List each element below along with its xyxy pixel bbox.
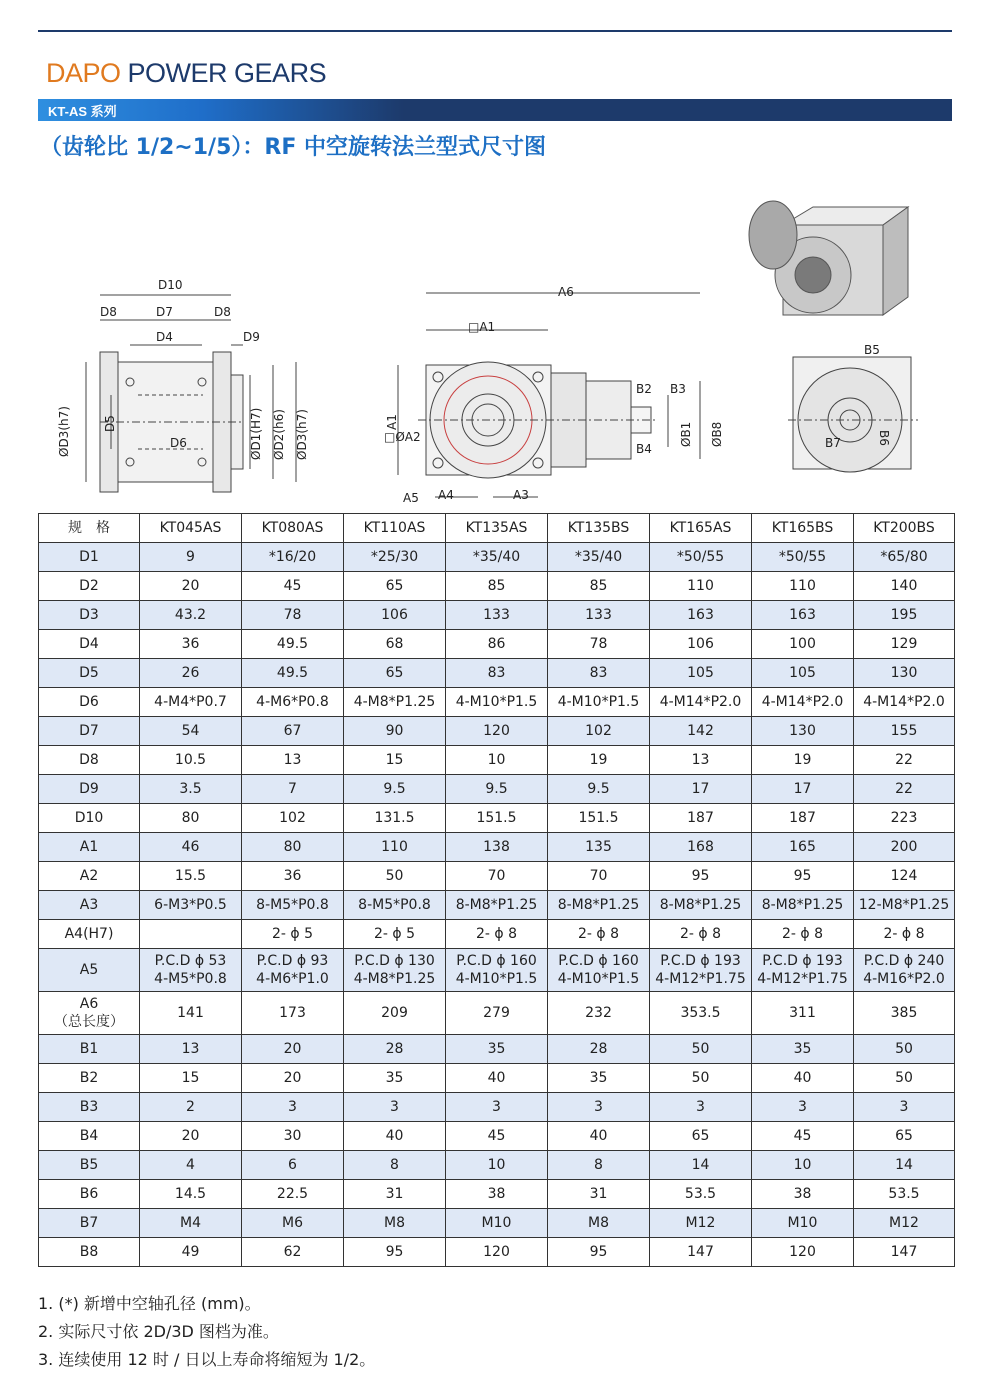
table-cell: *50/55 bbox=[752, 543, 854, 572]
table-cell: 4-M10*P1.5 bbox=[548, 688, 650, 717]
table-cell: 100 bbox=[752, 630, 854, 659]
table-cell: 163 bbox=[650, 601, 752, 630]
table-cell: 4-M8*P1.25 bbox=[344, 688, 446, 717]
table-cell: 165 bbox=[752, 833, 854, 862]
table-cell: 223 bbox=[854, 804, 955, 833]
label-d8-right: D8 bbox=[214, 305, 231, 319]
table-row bbox=[39, 1122, 955, 1151]
table-cell: 22.5 bbox=[242, 1180, 344, 1209]
label-b5: B5 bbox=[864, 343, 880, 357]
table-row bbox=[39, 630, 955, 659]
table-cell: 3 bbox=[752, 1093, 854, 1122]
table-cell: 17 bbox=[650, 775, 752, 804]
table-cell: 90 bbox=[344, 717, 446, 746]
table-cell: 38 bbox=[446, 1180, 548, 1209]
table-cell: 133 bbox=[548, 601, 650, 630]
table-cell: 8-M8*P1.25 bbox=[446, 891, 548, 920]
table-cell: 20 bbox=[242, 1035, 344, 1064]
table-cell: 50 bbox=[854, 1035, 955, 1064]
table-cell: 35 bbox=[548, 1064, 650, 1093]
table-cell: 70 bbox=[446, 862, 548, 891]
brand-part-1: DAPO bbox=[46, 58, 121, 88]
table-cell: 8-M8*P1.25 bbox=[752, 891, 854, 920]
table-cell: 3 bbox=[854, 1093, 955, 1122]
table-cell: 2- ϕ 8 bbox=[446, 920, 548, 949]
table-cell: 85 bbox=[446, 572, 548, 601]
table-cell: 49.5 bbox=[242, 630, 344, 659]
table-cell: 78 bbox=[242, 601, 344, 630]
table-cell: M10 bbox=[446, 1209, 548, 1238]
table-cell: 8 bbox=[548, 1151, 650, 1180]
row-label: B8 bbox=[39, 1238, 140, 1267]
table-header-model: KT110AS bbox=[344, 514, 446, 543]
table-header-model: KT135AS bbox=[446, 514, 548, 543]
table-cell: 106 bbox=[650, 630, 752, 659]
table-cell: 35 bbox=[752, 1035, 854, 1064]
table-cell: 232 bbox=[548, 992, 650, 1035]
table-cell bbox=[140, 920, 242, 949]
table-cell: *25/30 bbox=[344, 543, 446, 572]
table-cell: 40 bbox=[752, 1064, 854, 1093]
table-row bbox=[39, 804, 955, 833]
table-cell: 22 bbox=[854, 746, 955, 775]
notes bbox=[38, 1290, 375, 1374]
table-cell: 6-M3*P0.5 bbox=[140, 891, 242, 920]
label-d1: ØD1(H7) bbox=[249, 407, 263, 460]
note-2: 2. 实际尺寸依 2D/3D 图档为准。 bbox=[38, 1322, 279, 1341]
row-label: A3 bbox=[39, 891, 140, 920]
table-cell: 2- ϕ 5 bbox=[344, 920, 446, 949]
table-cell: 4 bbox=[140, 1151, 242, 1180]
table-cell: 85 bbox=[548, 572, 650, 601]
table-header-model: KT165BS bbox=[752, 514, 854, 543]
table-cell: M4 bbox=[140, 1209, 242, 1238]
table-cell: 31 bbox=[344, 1180, 446, 1209]
label-d5: D5 bbox=[103, 415, 117, 432]
row-label: A1 bbox=[39, 833, 140, 862]
row-label: D4 bbox=[39, 630, 140, 659]
table-cell: 40 bbox=[548, 1122, 650, 1151]
table-cell: 3 bbox=[650, 1093, 752, 1122]
table-cell: 20 bbox=[140, 572, 242, 601]
table-cell: 50 bbox=[650, 1064, 752, 1093]
table-row bbox=[39, 601, 955, 630]
table-cell: 8-M5*P0.8 bbox=[344, 891, 446, 920]
label-a2: □ØA2 bbox=[384, 430, 421, 444]
table-cell: 187 bbox=[650, 804, 752, 833]
label-d3-left: ØD3(h7) bbox=[57, 406, 71, 457]
table-cell: 13 bbox=[140, 1035, 242, 1064]
table-cell: 17 bbox=[752, 775, 854, 804]
row-label: D1 bbox=[39, 543, 140, 572]
front-view-drawing bbox=[398, 293, 700, 497]
label-a4: A4 bbox=[438, 488, 454, 502]
label-a6: A6 bbox=[558, 285, 574, 299]
table-cell: 8 bbox=[344, 1151, 446, 1180]
label-b1: ØB1 bbox=[679, 421, 693, 447]
table-cell: 120 bbox=[446, 1238, 548, 1267]
table-cell: 14 bbox=[650, 1151, 752, 1180]
table-cell: 95 bbox=[548, 1238, 650, 1267]
table-cell: P.C.D ϕ 193 4-M12*P1.75 bbox=[650, 949, 752, 992]
table-cell: 65 bbox=[344, 659, 446, 688]
table-cell: 35 bbox=[446, 1035, 548, 1064]
table-cell: 40 bbox=[344, 1122, 446, 1151]
table-row bbox=[39, 543, 955, 572]
table-row bbox=[39, 1151, 955, 1180]
series-label: KT-AS 系列 bbox=[48, 104, 117, 119]
table-cell: 19 bbox=[548, 746, 650, 775]
table-cell: 19 bbox=[752, 746, 854, 775]
row-label: D6 bbox=[39, 688, 140, 717]
table-cell: *35/40 bbox=[548, 543, 650, 572]
table-cell: 3 bbox=[242, 1093, 344, 1122]
table-row bbox=[39, 1093, 955, 1122]
label-d4: D4 bbox=[156, 330, 173, 344]
label-d10: D10 bbox=[158, 278, 183, 292]
table-cell: 187 bbox=[752, 804, 854, 833]
table-cell: 2 bbox=[140, 1093, 242, 1122]
table-cell: 105 bbox=[752, 659, 854, 688]
row-label: B5 bbox=[39, 1151, 140, 1180]
table-cell: 151.5 bbox=[548, 804, 650, 833]
table-cell: 83 bbox=[548, 659, 650, 688]
table-cell: 3.5 bbox=[140, 775, 242, 804]
table-cell: 163 bbox=[752, 601, 854, 630]
dimension-table bbox=[38, 513, 955, 1267]
label-b8: ØB8 bbox=[710, 421, 724, 447]
table-cell: P.C.D ϕ 160 4-M10*P1.5 bbox=[446, 949, 548, 992]
table-cell: 31 bbox=[548, 1180, 650, 1209]
table-cell: 46 bbox=[140, 833, 242, 862]
table-cell: 86 bbox=[446, 630, 548, 659]
table-cell: 15 bbox=[140, 1064, 242, 1093]
table-cell: 10 bbox=[446, 1151, 548, 1180]
table-cell: 2- ϕ 8 bbox=[752, 920, 854, 949]
table-cell: 147 bbox=[650, 1238, 752, 1267]
table-row bbox=[39, 659, 955, 688]
table-row bbox=[39, 833, 955, 862]
table-cell: 53.5 bbox=[650, 1180, 752, 1209]
table-cell: 131.5 bbox=[344, 804, 446, 833]
end-view-drawing bbox=[788, 357, 918, 472]
table-cell: 120 bbox=[752, 1238, 854, 1267]
table-row bbox=[39, 1209, 955, 1238]
table-cell: 3 bbox=[344, 1093, 446, 1122]
table-cell: 68 bbox=[344, 630, 446, 659]
table-cell: M8 bbox=[344, 1209, 446, 1238]
table-cell: 102 bbox=[548, 717, 650, 746]
table-cell: 14.5 bbox=[140, 1180, 242, 1209]
row-label: A5 bbox=[39, 949, 140, 992]
table-cell: 4-M6*P0.8 bbox=[242, 688, 344, 717]
table-cell: 22 bbox=[854, 775, 955, 804]
label-d9: D9 bbox=[243, 330, 260, 344]
table-row bbox=[39, 688, 955, 717]
table-row bbox=[39, 746, 955, 775]
table-row bbox=[39, 1180, 955, 1209]
table-cell: *65/80 bbox=[854, 543, 955, 572]
table-cell: 135 bbox=[548, 833, 650, 862]
table-cell: 95 bbox=[752, 862, 854, 891]
row-label: D9 bbox=[39, 775, 140, 804]
table-cell: 38 bbox=[752, 1180, 854, 1209]
table-cell: 3 bbox=[548, 1093, 650, 1122]
table-body bbox=[39, 543, 955, 1267]
table-cell: 8-M8*P1.25 bbox=[548, 891, 650, 920]
note-3: 3. 连续使用 12 时 / 日以上寿命将缩短为 1/2。 bbox=[38, 1350, 376, 1369]
table-cell: 168 bbox=[650, 833, 752, 862]
table-cell: 95 bbox=[650, 862, 752, 891]
label-d7: D7 bbox=[156, 305, 173, 319]
label-d8-left: D8 bbox=[100, 305, 117, 319]
table-cell: P.C.D ϕ 160 4-M10*P1.5 bbox=[548, 949, 650, 992]
table-cell: 8-M5*P0.8 bbox=[242, 891, 344, 920]
table-cell: 15.5 bbox=[140, 862, 242, 891]
table-cell: 35 bbox=[344, 1064, 446, 1093]
row-label: D2 bbox=[39, 572, 140, 601]
table-cell: 10 bbox=[752, 1151, 854, 1180]
row-label: D3 bbox=[39, 601, 140, 630]
table-cell: 50 bbox=[650, 1035, 752, 1064]
table-cell: 40 bbox=[446, 1064, 548, 1093]
table-cell: 78 bbox=[548, 630, 650, 659]
table-cell: 30 bbox=[242, 1122, 344, 1151]
table-row bbox=[39, 992, 955, 1035]
table-row bbox=[39, 949, 955, 992]
label-a1-top: □A1 bbox=[468, 320, 496, 334]
row-label: D8 bbox=[39, 746, 140, 775]
table-cell: 279 bbox=[446, 992, 548, 1035]
table-cell: P.C.D ϕ 130 4-M8*P1.25 bbox=[344, 949, 446, 992]
table-header-model: KT200BS bbox=[854, 514, 955, 543]
table-cell: 83 bbox=[446, 659, 548, 688]
table-cell: 36 bbox=[140, 630, 242, 659]
table-cell: 155 bbox=[854, 717, 955, 746]
table-cell: 140 bbox=[854, 572, 955, 601]
table-cell: 20 bbox=[242, 1064, 344, 1093]
label-b7: B7 bbox=[825, 436, 841, 450]
label-a3: A3 bbox=[513, 488, 529, 502]
table-cell: 138 bbox=[446, 833, 548, 862]
product-3d-render bbox=[749, 201, 908, 315]
row-label: D7 bbox=[39, 717, 140, 746]
table-cell: 141 bbox=[140, 992, 242, 1035]
table-cell: M12 bbox=[650, 1209, 752, 1238]
table-cell: 13 bbox=[650, 746, 752, 775]
dimension-drawings bbox=[38, 185, 952, 510]
row-label: A4(H7) bbox=[39, 920, 140, 949]
table-cell: 110 bbox=[650, 572, 752, 601]
table-cell: 124 bbox=[854, 862, 955, 891]
table-cell: M10 bbox=[752, 1209, 854, 1238]
label-b4: B4 bbox=[636, 442, 652, 456]
table-cell: 129 bbox=[854, 630, 955, 659]
table-header-model: KT165AS bbox=[650, 514, 752, 543]
table-header-model: KT045AS bbox=[140, 514, 242, 543]
table-cell: P.C.D ϕ 240 4-M16*P2.0 bbox=[854, 949, 955, 992]
table-cell: 65 bbox=[650, 1122, 752, 1151]
table-cell: 50 bbox=[344, 862, 446, 891]
table-cell: 4-M14*P2.0 bbox=[650, 688, 752, 717]
table-cell: 195 bbox=[854, 601, 955, 630]
label-b2: B2 bbox=[636, 382, 652, 396]
label-d2: ØD2(h6) bbox=[272, 409, 286, 460]
table-cell: 50 bbox=[854, 1064, 955, 1093]
table-cell: 12-M8*P1.25 bbox=[854, 891, 955, 920]
table-cell: 130 bbox=[854, 659, 955, 688]
table-cell: *50/55 bbox=[650, 543, 752, 572]
table-cell: 9.5 bbox=[344, 775, 446, 804]
table-row bbox=[39, 572, 955, 601]
table-cell: 4-M10*P1.5 bbox=[446, 688, 548, 717]
table-row bbox=[39, 1238, 955, 1267]
table-cell: *35/40 bbox=[446, 543, 548, 572]
table-cell: 95 bbox=[344, 1238, 446, 1267]
brand-part-2: POWER GEARS bbox=[127, 58, 327, 88]
table-cell: 65 bbox=[854, 1122, 955, 1151]
row-label: A2 bbox=[39, 862, 140, 891]
label-d3-right: ØD3(h7) bbox=[295, 409, 309, 460]
table-cell: 10 bbox=[446, 746, 548, 775]
table-cell: 9.5 bbox=[548, 775, 650, 804]
row-label: B6 bbox=[39, 1180, 140, 1209]
table-header-model: KT080AS bbox=[242, 514, 344, 543]
table-cell: M12 bbox=[854, 1209, 955, 1238]
row-label: B4 bbox=[39, 1122, 140, 1151]
table-cell: 36 bbox=[242, 862, 344, 891]
table-cell: 20 bbox=[140, 1122, 242, 1151]
table-cell: 385 bbox=[854, 992, 955, 1035]
table-cell: 70 bbox=[548, 862, 650, 891]
table-row bbox=[39, 775, 955, 804]
table-cell: 26 bbox=[140, 659, 242, 688]
table-cell: 147 bbox=[854, 1238, 955, 1267]
table-cell: 9.5 bbox=[446, 775, 548, 804]
table-row bbox=[39, 920, 955, 949]
top-rule bbox=[38, 30, 952, 32]
table-cell: 14 bbox=[854, 1151, 955, 1180]
table-cell: 28 bbox=[548, 1035, 650, 1064]
table-cell: 105 bbox=[650, 659, 752, 688]
row-label: B3 bbox=[39, 1093, 140, 1122]
table-row bbox=[39, 891, 955, 920]
table-cell: 65 bbox=[344, 572, 446, 601]
table-cell: 102 bbox=[242, 804, 344, 833]
table-row bbox=[39, 717, 955, 746]
table-cell: 209 bbox=[344, 992, 446, 1035]
table-cell: 2- ϕ 8 bbox=[650, 920, 752, 949]
table-cell: *16/20 bbox=[242, 543, 344, 572]
table-cell: 133 bbox=[446, 601, 548, 630]
table-cell: 8-M8*P1.25 bbox=[650, 891, 752, 920]
table-row bbox=[39, 862, 955, 891]
table-cell: 10.5 bbox=[140, 746, 242, 775]
table-cell: 2- ϕ 5 bbox=[242, 920, 344, 949]
table-cell: 4-M14*P2.0 bbox=[752, 688, 854, 717]
table-cell: 2- ϕ 8 bbox=[854, 920, 955, 949]
row-label: D10 bbox=[39, 804, 140, 833]
table-cell: 110 bbox=[752, 572, 854, 601]
page-subtitle: （齿轮比 1/2~1/5）：RF 中空旋转法兰型式尺寸图 bbox=[40, 135, 547, 160]
table-row bbox=[39, 1035, 955, 1064]
row-label: B1 bbox=[39, 1035, 140, 1064]
label-b3: B3 bbox=[670, 382, 686, 396]
table-cell: 200 bbox=[854, 833, 955, 862]
table-cell: 2- ϕ 8 bbox=[548, 920, 650, 949]
table-cell: 62 bbox=[242, 1238, 344, 1267]
table-cell: 15 bbox=[344, 746, 446, 775]
table-cell: P.C.D ϕ 193 4-M12*P1.75 bbox=[752, 949, 854, 992]
table-cell: 9 bbox=[140, 543, 242, 572]
table-cell: 53.5 bbox=[854, 1180, 955, 1209]
table-cell: 4-M14*P2.0 bbox=[854, 688, 955, 717]
table-cell: 7 bbox=[242, 775, 344, 804]
table-cell: 45 bbox=[242, 572, 344, 601]
table-cell: 4-M4*P0.7 bbox=[140, 688, 242, 717]
table-cell: 49.5 bbox=[242, 659, 344, 688]
side-view-drawing bbox=[86, 295, 296, 492]
table-cell: 173 bbox=[242, 992, 344, 1035]
table-cell: 142 bbox=[650, 717, 752, 746]
table-cell: 311 bbox=[752, 992, 854, 1035]
note-1: 1. (*) 新增中空轴孔径 (mm)。 bbox=[38, 1294, 261, 1313]
table-cell: 106 bbox=[344, 601, 446, 630]
table-cell: 54 bbox=[140, 717, 242, 746]
table-cell: P.C.D ϕ 53 4-M5*P0.8 bbox=[140, 949, 242, 992]
table-cell: 45 bbox=[446, 1122, 548, 1151]
table-header-spec: 规 格 bbox=[39, 514, 140, 543]
label-d6: D6 bbox=[170, 436, 187, 450]
table-cell: 80 bbox=[242, 833, 344, 862]
table-cell: 45 bbox=[752, 1122, 854, 1151]
table-cell: 3 bbox=[446, 1093, 548, 1122]
row-label: A6 （总长度） bbox=[39, 992, 140, 1035]
table-cell: 80 bbox=[140, 804, 242, 833]
label-b6: B6 bbox=[877, 430, 891, 446]
label-a1-side: A1 bbox=[385, 414, 399, 430]
table-cell: 67 bbox=[242, 717, 344, 746]
table-cell: 49 bbox=[140, 1238, 242, 1267]
table-cell: 43.2 bbox=[140, 601, 242, 630]
table-cell: 130 bbox=[752, 717, 854, 746]
table-cell: P.C.D ϕ 93 4-M6*P1.0 bbox=[242, 949, 344, 992]
label-a5: A5 bbox=[403, 491, 419, 505]
series-banner bbox=[38, 99, 952, 121]
row-label: B2 bbox=[39, 1064, 140, 1093]
table-header-model: KT135BS bbox=[548, 514, 650, 543]
brand-title bbox=[46, 58, 326, 89]
table-cell: 151.5 bbox=[446, 804, 548, 833]
table-cell: 120 bbox=[446, 717, 548, 746]
table-cell: 13 bbox=[242, 746, 344, 775]
table-row bbox=[39, 1064, 955, 1093]
table-cell: 110 bbox=[344, 833, 446, 862]
table-cell: 28 bbox=[344, 1035, 446, 1064]
table-header-row bbox=[39, 514, 955, 543]
table-cell: M6 bbox=[242, 1209, 344, 1238]
row-label: B7 bbox=[39, 1209, 140, 1238]
table-cell: M8 bbox=[548, 1209, 650, 1238]
row-label: D5 bbox=[39, 659, 140, 688]
table-cell: 6 bbox=[242, 1151, 344, 1180]
table-cell: 353.5 bbox=[650, 992, 752, 1035]
